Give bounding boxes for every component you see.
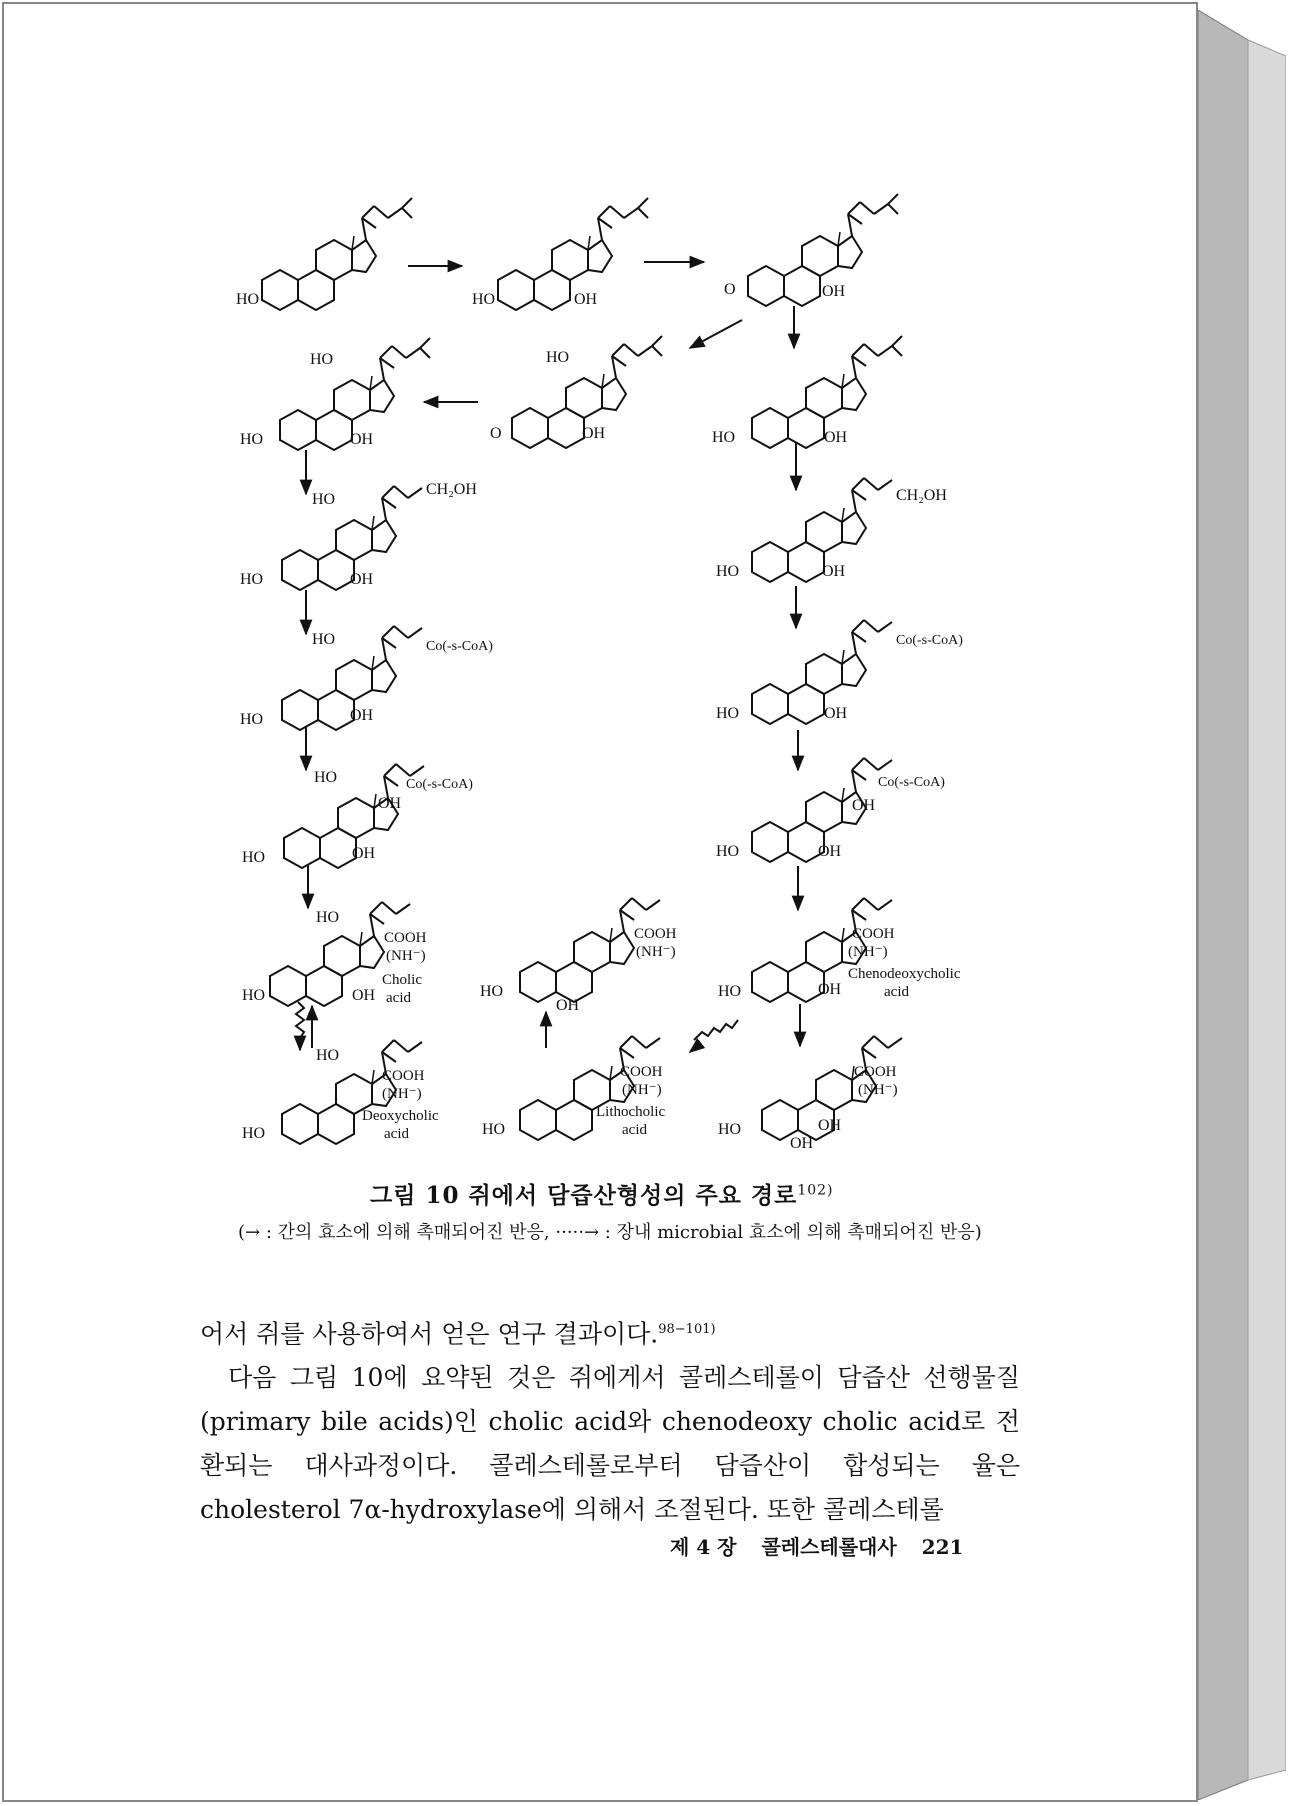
molecule-triol-26-oh-left <box>240 481 477 590</box>
figure-legend: (→ : 간의 효소에 의해 촉매되어진 반응, ·····→ : 장내 microbial 효소에 의해 촉매되어진 반응) <box>238 1222 982 1243</box>
ho-label: HO <box>546 349 570 366</box>
cholic-label: Cholic <box>382 972 422 988</box>
o-label: O <box>490 425 502 442</box>
coa-label: Co(-s-CoA) <box>406 777 473 792</box>
nh-label: (NH⁻) <box>858 1082 898 1098</box>
oh-label: OH <box>582 425 606 442</box>
ho-label: HO <box>310 351 334 368</box>
figure-ref: 102) <box>797 1182 834 1199</box>
ho-label: HO <box>716 705 740 722</box>
ho-label: HO <box>242 849 266 866</box>
molecule-6-hydroxy-bile-acid <box>480 898 677 1014</box>
molecule-lithocholic-acid <box>482 1036 665 1140</box>
oh-label: OH <box>556 997 580 1014</box>
molecule-24-oh-coa-left <box>242 764 473 868</box>
ho-label: HO <box>718 1121 742 1138</box>
ho-label: HO <box>240 431 264 448</box>
molecule-chenodeoxycholic-acid <box>718 898 961 1002</box>
nh-label: (NH⁻) <box>848 944 888 960</box>
ho-label: HO <box>316 1047 340 1064</box>
o-label: O <box>724 281 736 298</box>
ho-label: HO <box>242 1125 266 1142</box>
molecule-7a-hydroxy-4-cholesten-3-one <box>724 194 898 306</box>
ho-label: HO <box>236 291 260 308</box>
oh-label: OH <box>818 1117 842 1134</box>
oh-label: OH <box>378 795 402 812</box>
molecule-diol-right <box>712 336 902 448</box>
figure-label: 그림 10 <box>370 1182 460 1209</box>
acid-label: acid <box>384 1126 409 1142</box>
oh-label: OH <box>352 845 376 862</box>
cooh-label: COOH <box>384 930 427 946</box>
cooh-label: COOH <box>382 1068 425 1084</box>
molecule-6-7-dihydroxy-bile-acid <box>718 1036 902 1152</box>
microbial-arrow <box>694 1020 738 1040</box>
oh-label: OH <box>822 283 846 300</box>
chenodeoxycholic-label: Chenodeoxycholic <box>848 966 961 982</box>
microbial-arrow-head <box>690 1044 700 1052</box>
nh-label: (NH⁻) <box>622 1082 662 1098</box>
molecule-7a-hydroxycholesterol <box>472 198 648 310</box>
acid-label: acid <box>386 990 411 1006</box>
ho-label: HO <box>716 563 740 580</box>
oh-label: OH <box>824 705 848 722</box>
ho-label: HO <box>312 631 336 648</box>
oh-label: OH <box>852 797 876 814</box>
figure-title: 쥐에서 담즙산형성의 주요 경로 <box>468 1182 798 1209</box>
book-spine <box>1198 10 1286 1800</box>
nh-label: (NH⁻) <box>382 1086 422 1102</box>
ho-label: HO <box>314 769 338 786</box>
cooh-label: COOH <box>634 926 677 942</box>
oh-label: OH <box>350 707 374 724</box>
nh-label: (NH⁻) <box>386 948 426 964</box>
molecule-diol-26-oh-right <box>716 478 947 582</box>
oh-label: OH <box>818 843 842 860</box>
oh-label: OH <box>822 563 846 580</box>
oh-label: OH <box>818 981 842 998</box>
ho-label: HO <box>716 843 740 860</box>
paragraph-2: 다음 그림 10에 요약된 것은 쥐에게서 콜레스테롤이 담즙산 선행물질(primary bile acids)인 cholic acid와 chenodeoxy cholic acid로 전환되는 대사과정이다. 콜레스테롤로부터 담즙산이 합성되는 율은 cholesterol 7α-hydroxylase에 의해서 조절된다. 또한 콜레스테롤 <box>200 1363 1020 1525</box>
oh-label: OH <box>824 429 848 446</box>
ho-label: HO <box>242 987 266 1004</box>
coa-label: Co(-s-CoA) <box>878 775 945 790</box>
oh-label: OH <box>574 291 598 308</box>
chapter-title: 콜레스테롤대사 <box>761 1535 897 1559</box>
arrow <box>690 320 742 348</box>
cooh-label: COOH <box>620 1064 663 1080</box>
oh-label: OH <box>350 571 374 588</box>
paragraph-1-text: 어서 쥐를 사용하여서 얻은 연구 결과이다. <box>200 1319 659 1349</box>
citation: 98−101) <box>658 1322 716 1337</box>
ho-label: HO <box>472 291 496 308</box>
molecule-coa-ester-left <box>240 626 493 730</box>
coa-label: Co(-s-CoA) <box>896 633 963 648</box>
ch2oh-label: CH₂OH <box>896 487 947 504</box>
acid-label: acid <box>622 1122 647 1138</box>
ho-label: HO <box>480 983 504 1000</box>
ho-label: HO <box>482 1121 506 1138</box>
nh-label: (NH⁻) <box>636 944 676 960</box>
molecule-coa-ester-right <box>716 620 963 724</box>
molecule-cholic-acid <box>242 902 427 1006</box>
cooh-label: COOH <box>854 1064 897 1080</box>
ho-label: HO <box>312 491 336 508</box>
paragraph-1 <box>200 1308 1020 1356</box>
molecule-deoxycholic-acid <box>242 1040 439 1144</box>
molecule-24-oh-coa-right <box>716 758 945 862</box>
microbial-arrow <box>296 1002 304 1038</box>
deoxycholic-label: Deoxycholic <box>362 1108 439 1124</box>
chapter-number: 제 4 장 <box>670 1535 737 1559</box>
cooh-label: COOH <box>852 926 895 942</box>
acid-label: acid <box>884 984 909 1000</box>
body-text <box>200 1308 1020 1532</box>
coa-label: Co(-s-CoA) <box>426 639 493 654</box>
ho-label: HO <box>712 429 736 446</box>
oh-label: OH <box>352 987 376 1004</box>
ho-label: HO <box>240 571 264 588</box>
molecule-cholesterol <box>236 198 412 310</box>
page-footer <box>670 1531 981 1560</box>
ch2oh-label: CH₂OH <box>426 481 477 498</box>
lithocholic-label: Lithocholic <box>596 1104 666 1120</box>
ho-label: HO <box>718 983 742 1000</box>
ho-label: HO <box>240 711 264 728</box>
page-number: 221 <box>921 1535 964 1559</box>
molecule-diol-one-mid <box>490 336 662 448</box>
oh-label: OH <box>350 431 374 448</box>
ho-label: HO <box>316 909 340 926</box>
molecule-triol-left <box>240 338 430 450</box>
figure-caption <box>370 1177 834 1210</box>
oh-label: OH <box>790 1135 814 1152</box>
